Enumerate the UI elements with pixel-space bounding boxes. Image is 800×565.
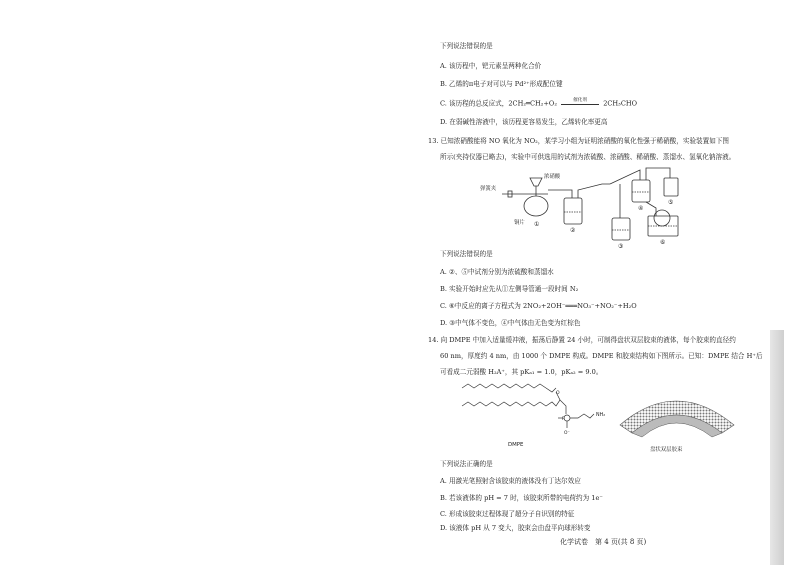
- q14-option-c: C. 形成该胶束过程体现了超分子自识别的特征: [440, 510, 575, 518]
- q12-option-d: D. 在弱碱性溶液中，该历程更容易发生，乙烯转化率更高: [440, 118, 608, 126]
- q14-question: 下列说法正确的是: [440, 460, 493, 468]
- q13-option-c: C. ⑥中反应的离子方程式为 2NO₂+2OH⁻═══NO₃⁻+NO₂⁻+H₂O: [440, 302, 637, 310]
- svg-text:O: O: [556, 391, 560, 396]
- nh2-label: NH₂: [596, 413, 606, 418]
- q12-option-a: A. 该历程中，钯元素呈两种化合价: [440, 62, 542, 70]
- label-n1: ①: [534, 221, 540, 228]
- label-n4: ④: [638, 205, 644, 212]
- svg-text:P: P: [562, 417, 565, 422]
- q12-question: 下列说法错误的是: [440, 42, 493, 50]
- label-n5: ⑤: [668, 199, 674, 206]
- label-copper: 铜片: [514, 220, 525, 226]
- label-conc-nitric: 浓硝酸: [544, 174, 561, 180]
- reaction-condition: 催化剂: [573, 98, 587, 103]
- dmpe-structure: [460, 380, 610, 450]
- q13-option-d: D. ③中气体不变色，④中气体由无色变为红棕色: [440, 319, 581, 327]
- scan-spine-shadow: [770, 330, 784, 565]
- apparatus-diagram: [480, 160, 700, 250]
- q12-option-c-left: C. 该历程的总反应式，2CH₂═CH₂+O₂: [440, 99, 557, 108]
- label-n3: ③: [618, 243, 624, 250]
- reaction-arrow: [559, 99, 601, 108]
- q12-option-c: [440, 99, 637, 109]
- label-n6: ⑥: [660, 239, 666, 246]
- q14-stem-line1: 14. 向 DMPE 中加入适量缓冲液，振荡后静置 24 小时，可制得盘状双层胶束的液体，每个胶束的直径约: [428, 336, 736, 344]
- q13-option-b: B. 实验开始时应先从①左侧导管通一段时间 N₂: [440, 285, 579, 293]
- q12-option-c-right: 2CH₃CHO: [603, 99, 638, 108]
- micelle-picture: [612, 385, 742, 455]
- q13-stem-line2: 所示(夹持仪器已略去)，实验中可供选用的试剂为浓硫酸、浓硝酸、稀硝酸、蒸馏水、氢氧化钠溶液。: [440, 153, 736, 161]
- q14-option-b: B. 若该液体的 pH = 7 时，该胶束所带的电荷约为 1e⁻: [440, 494, 603, 502]
- q14-option-d: D. 该液体 pH 从 7 变大，胶束会由盘平向球形转变: [440, 524, 591, 532]
- dmpe-label: DMPE: [508, 442, 524, 448]
- q14-stem-line2: 60 nm，厚度约 4 nm，由 1000 个 DMPE 构成。DMPE 和胶束结构如下图所示。已知：DMPE 结合 H⁺后: [440, 352, 763, 360]
- q12-option-b: B. 乙烯的π电子对可以与 Pd²⁺形成配位键: [440, 80, 563, 88]
- svg-text:O⁻: O⁻: [564, 431, 570, 436]
- q14-option-a: A. 用激光笔照射含该胶束的液体没有丁达尔效应: [440, 477, 581, 485]
- q13-option-a: A. ②、⑤中试剂分别为浓硫酸和蒸馏水: [440, 268, 554, 276]
- q13-question: 下列说法错误的是: [440, 250, 493, 258]
- label-n2: ②: [570, 227, 576, 234]
- q14-stem-line3: 可看成二元弱酸 H₂A⁺，其 pKₐ₁ = 1.0，pKₐ₂ = 9.0。: [440, 368, 603, 376]
- page-footer: 化学试卷 第 4 页(共 8 页): [560, 538, 647, 546]
- q13-stem-line1: 13. 已知浓硝酸能将 NO 氧化为 NO₂，某学习小组为证明浓硝酸的氧化性强于稀硝酸，实验装置如下图: [428, 137, 730, 145]
- micelle-label: 盘状双层胶束: [650, 447, 683, 453]
- label-spring-clamp: 弹簧夹: [480, 186, 497, 192]
